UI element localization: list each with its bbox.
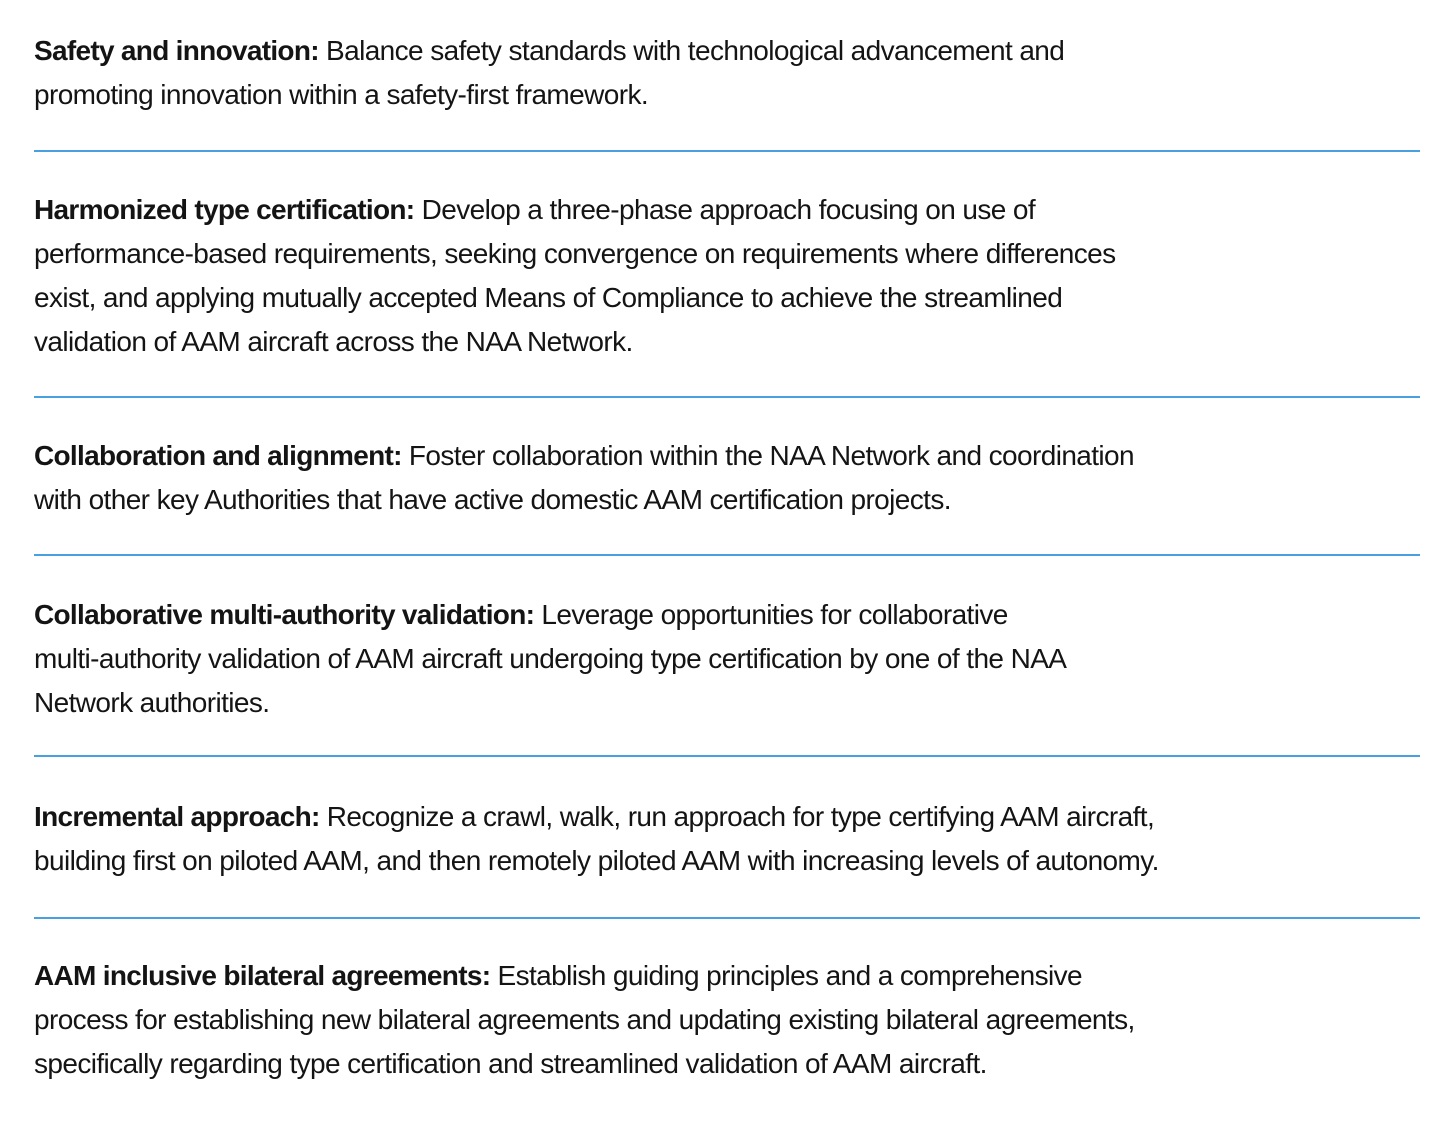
text-line: promoting innovation within a safety-first framework.: [34, 79, 649, 110]
principle-term: Incremental approach:: [34, 801, 320, 832]
section-divider: [34, 917, 1420, 919]
principle-description: Leverage opportunities for collaborative: [534, 599, 1008, 630]
section-divider: [34, 755, 1420, 757]
principle-term: Collaborative multi-authority validation:: [34, 599, 535, 630]
section-divider: [34, 554, 1420, 556]
text-line: [34, 434, 1420, 478]
principle-description: Balance safety standards with technological advancement and: [318, 35, 1065, 66]
principle-harmonized-type-certification: [34, 188, 1420, 364]
principle-collaborative-multi-authority-validation: [34, 593, 1420, 725]
text-line: [34, 954, 1420, 998]
text-line: multi-authority validation of AAM aircraft undergoing type certification by one of the NAA: [34, 643, 1067, 674]
principle-term: Collaboration and alignment:: [34, 440, 402, 471]
text-line: building first on piloted AAM, and then remotely piloted AAM with increasing levels of autonomy.: [34, 845, 1159, 876]
section-divider: [34, 396, 1420, 398]
text-line: specifically regarding type certification and streamlined validation of AAM aircraft.: [34, 1048, 987, 1079]
text-line: [34, 29, 1420, 73]
text-line: [34, 188, 1420, 232]
principle-description: Recognize a crawl, walk, run approach for type certifying AAM aircraft,: [319, 801, 1155, 832]
principle-term: Harmonized type certification:: [34, 194, 415, 225]
text-line: [34, 795, 1420, 839]
text-line: validation of AAM aircraft across the NAA Network.: [34, 326, 633, 357]
principle-description: Establish guiding principles and a comprehensive: [490, 960, 1082, 991]
text-line: [34, 593, 1420, 637]
principle-incremental-approach: [34, 795, 1420, 883]
text-line: with other key Authorities that have active domestic AAM certification projects.: [34, 484, 951, 515]
text-line: process for establishing new bilateral agreements and updating existing bilateral agreements,: [34, 1004, 1135, 1035]
section-divider: [34, 150, 1420, 152]
principle-collaboration-and-alignment: [34, 434, 1420, 522]
text-line: exist, and applying mutually accepted Means of Compliance to achieve the streamlined: [34, 282, 1063, 313]
principle-term: AAM inclusive bilateral agreements:: [34, 960, 491, 991]
principle-description: Develop a three-phase approach focusing on use of: [414, 194, 1036, 225]
principle-aam-inclusive-bilateral-agreements: [34, 954, 1420, 1086]
text-line: performance-based requirements, seeking convergence on requirements where differences: [34, 238, 1116, 269]
principle-description: Foster collaboration within the NAA Network and coordination: [401, 440, 1135, 471]
principle-safety-and-innovation: [34, 29, 1420, 117]
principle-term: Safety and innovation:: [34, 35, 319, 66]
text-line: Network authorities.: [34, 687, 270, 718]
